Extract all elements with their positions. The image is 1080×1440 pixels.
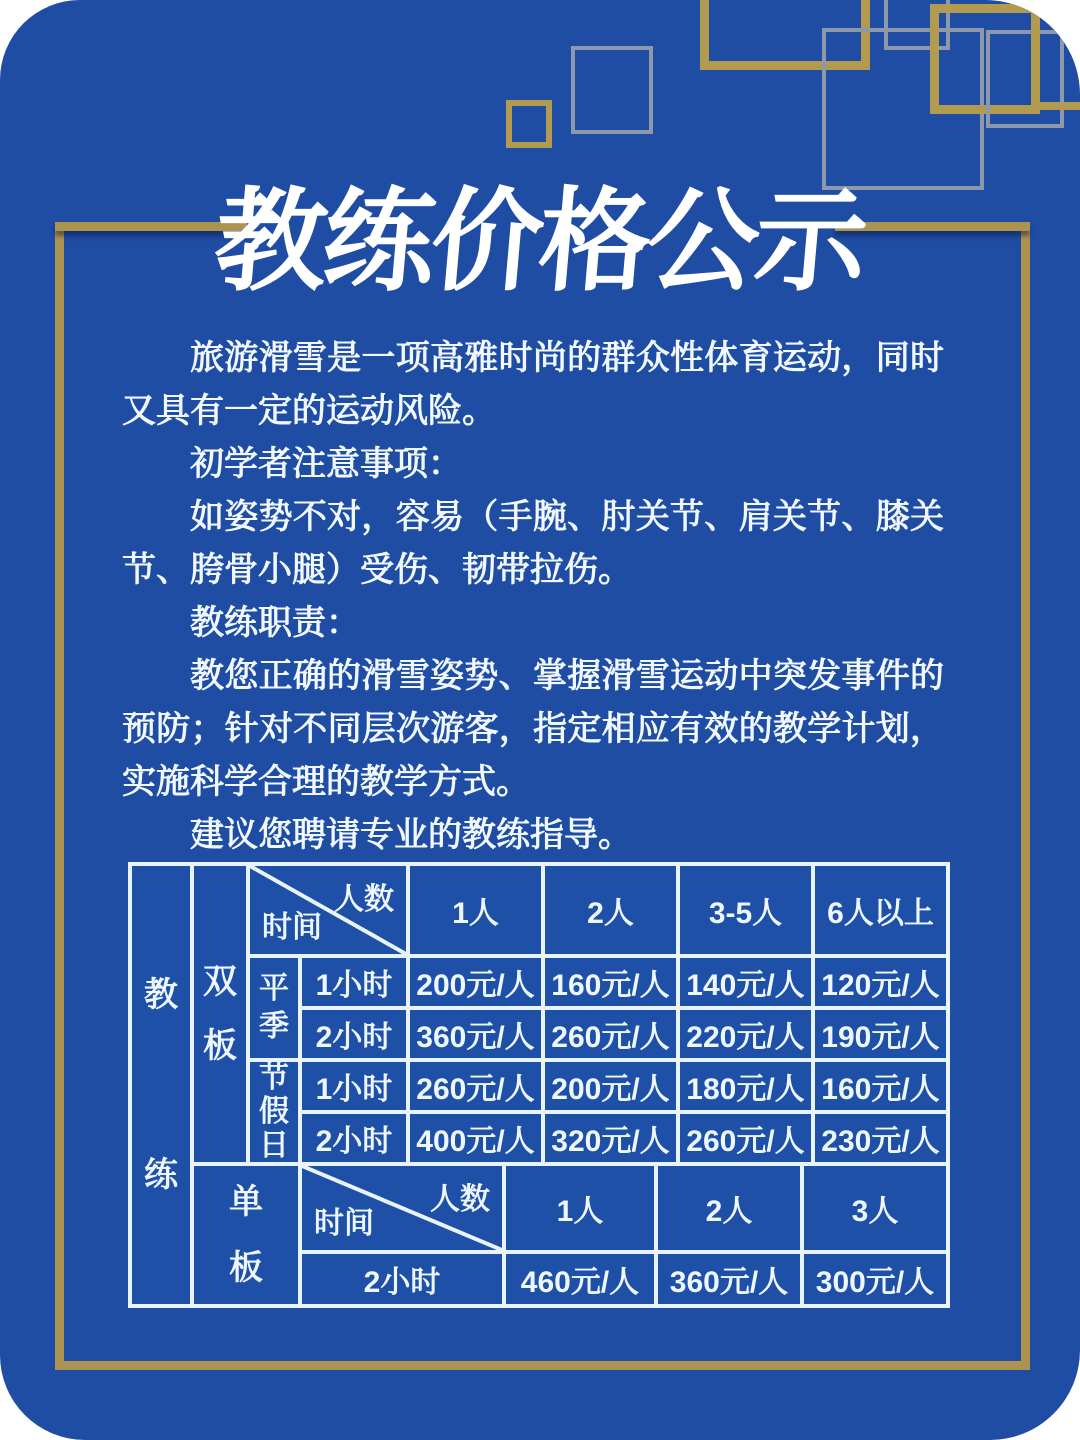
column-header: 2人 [658, 1166, 800, 1250]
deco-square-gray-small [571, 46, 653, 134]
column-header: 1人 [506, 1166, 654, 1250]
price-cell: 360元/人 [658, 1254, 800, 1304]
price-cell: 120元/人 [815, 958, 946, 1006]
intro-paragraph: 教您正确的滑雪姿势、掌握滑雪运动中突发事件的预防；针对不同层次游客，指定相应有效的教学计划，实施科学合理的教学方式。 [122, 657, 944, 801]
column-header: 1人 [410, 866, 541, 954]
intro-paragraph: 教练职责： [190, 604, 360, 642]
corner-label-people: 人数 [334, 883, 394, 916]
row-header-single-board: 单板 [194, 1166, 298, 1304]
price-cell: 220元/人 [680, 1010, 811, 1058]
corner-header-cell [250, 866, 406, 954]
intro-paragraph: 初学者注意事项： [190, 445, 462, 483]
price-cell: 320元/人 [545, 1114, 676, 1162]
intro-text [122, 332, 944, 862]
double-board-section [194, 866, 946, 1162]
price-cell: 260元/人 [410, 1062, 541, 1110]
price-cell: 160元/人 [815, 1062, 946, 1110]
price-cell: 260元/人 [545, 1010, 676, 1058]
price-cell: 180元/人 [680, 1062, 811, 1110]
corner-label-time: 时间 [314, 1207, 374, 1240]
price-cell: 140元/人 [680, 958, 811, 1006]
column-header: 3人 [804, 1166, 946, 1250]
row-header-holiday: 节假日 [250, 1062, 298, 1162]
corner-header-cell [302, 1166, 502, 1250]
corner-label-people: 人数 [430, 1183, 490, 1216]
intro-paragraph: 旅游滑雪是一项高雅时尚的群众性体育运动，同时又具有一定的运动风险。 [122, 339, 944, 430]
price-cell: 200元/人 [410, 958, 541, 1006]
price-table [128, 862, 950, 1308]
price-cell: 300元/人 [804, 1254, 946, 1304]
row-header-regular-season: 平季 [250, 958, 298, 1058]
price-cell: 190元/人 [815, 1010, 946, 1058]
intro-paragraph: 建议您聘请专业的教练指导。 [190, 816, 632, 854]
time-cell: 2小时 [302, 1010, 406, 1058]
column-header: 3-5人 [680, 866, 811, 954]
price-cell: 230元/人 [815, 1114, 946, 1162]
time-cell: 1小时 [302, 1062, 406, 1110]
price-cell: 160元/人 [545, 958, 676, 1006]
time-cell: 2小时 [302, 1254, 502, 1304]
single-board-section [194, 1162, 946, 1304]
page-title: 教练价格公示 [209, 179, 869, 304]
time-cell: 1小时 [302, 958, 406, 1006]
price-cell: 400元/人 [410, 1114, 541, 1162]
deco-square-gold-small [506, 100, 552, 148]
row-header-double-board: 双板 [194, 866, 246, 1162]
price-cell: 460元/人 [506, 1254, 654, 1304]
deco-square-gold-corner [1032, 0, 1080, 110]
column-header: 6人以上 [815, 866, 946, 954]
time-cell: 2小时 [302, 1114, 406, 1162]
corner-label-time: 时间 [262, 911, 322, 944]
intro-paragraph: 如姿势不对，容易（手腕、肘关节、肩关节、膝关节、胯骨小腿）受伤、韧带拉伤。 [122, 498, 944, 589]
price-cell: 260元/人 [680, 1114, 811, 1162]
table-row-header-coach: 教练 [132, 866, 194, 1304]
price-cell: 360元/人 [410, 1010, 541, 1058]
price-cell: 200元/人 [545, 1062, 676, 1110]
column-header: 2人 [545, 866, 676, 954]
